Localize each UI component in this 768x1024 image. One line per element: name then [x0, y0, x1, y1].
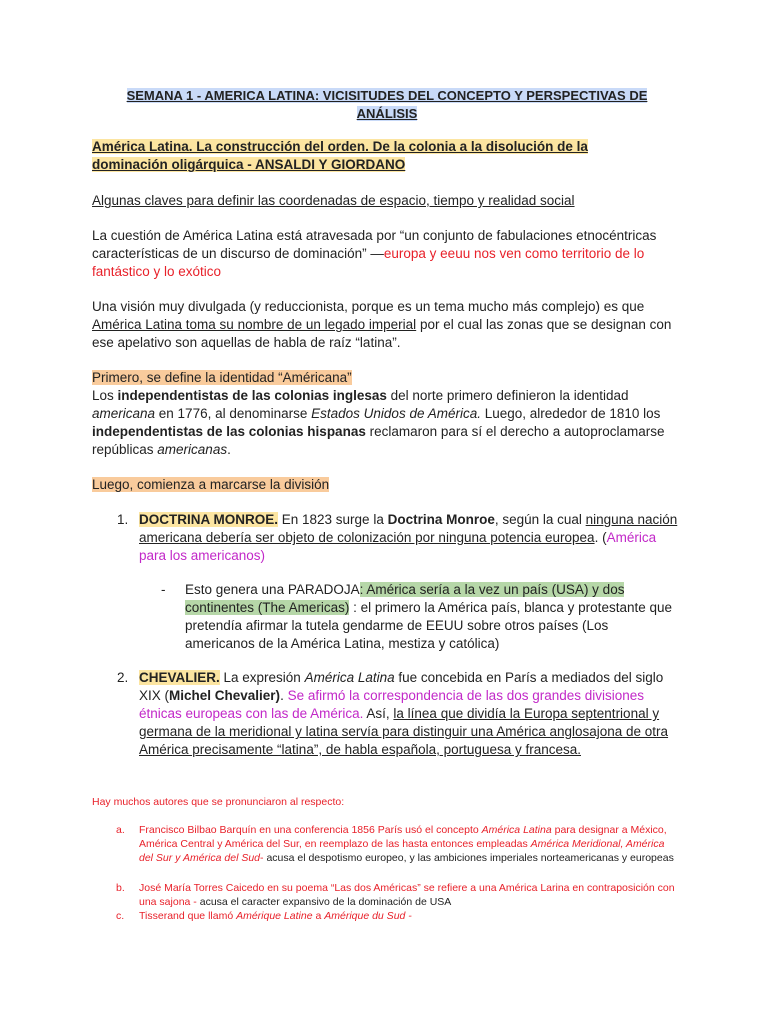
luego-heading: Luego, comienza a marcarse la división [92, 477, 330, 492]
paradoja-item: - Esto genera una PARADOJA: América sería a la vez un país (USA) y dos continentes (The Americas) : el primero la América país, blanca y protestante que pretendía afirmar la tutela gendarme de EEUU sobre otros países (Los americanos de la América Latina, mestiza y católica) [161, 582, 672, 651]
list-item-torres-caicedo: b. José María Torres Caicedo en su poema “Las dos Américas” se refiere a una América Larina en contraposición con una sajona - acusa el caracter expansivo de la dominación de USA [116, 882, 675, 908]
page-title: SEMANA 1 - AMERICA LATINA: VICISITUDES DEL CONCEPTO Y PERSPECTIVAS DE ANÁLISIS [126, 88, 648, 121]
list-item-chevalier: 2. CHEVALIER. La expresión América Latina fue concebida en París a mediados del siglo XIX (Michel Chevalier). Se afirmó la correspondencia de las dos grandes divisiones étnicas europeas con las de América. Así, la línea que dividía la Europa septentrional y germana de la meridional y latina servía para distinguir una América anglosajona de otra América precisamente “latina”, de habla española, portuguesa y francesa. [117, 670, 669, 757]
list-item-tisserand: c. Tisserand que llamó Amérique Latine a Amérique du Sud - [116, 910, 412, 922]
list-item-bilbao: a. Francisco Bilbao Barquín en una conferencia 1856 París usó el concepto América Latina para designar a México, América Central y América del Sur, en reemplazo de las hasta entonces empleadas América Meridional, América del Sur y América del Sud- acusa el despotismo europeo, y las ambiciones imperiales norteamericanas y europeas [116, 824, 674, 864]
autores-heading: Hay muchos autores que se pronunciaron al respecto: [92, 796, 345, 808]
reading-title: América Latina. La construcción del orden. De la colonia a la disolución de la dominación oligárquica - ANSALDI Y GIORDANO [92, 139, 588, 172]
list-item-monroe: 1. DOCTRINA MONROE. En 1823 surge la Doctrina Monroe, según la cual ninguna nación americana debería ser objeto de colonización por ninguna potencia europea. (América para los americanos) [117, 512, 678, 563]
primero-section: Primero, se define la identidad “Américana” Los independentistas de las colonias inglesas del norte primero definieron la identidad americana en 1776, al denominarse Estados Unidos de América. Luego, alrededor de 1810 los independentistas de las colonias hispanas reclamaron para sí el derecho a autoproclamarse repúblicas americanas. [92, 370, 665, 457]
primero-heading: Primero, se define la identidad “Américana” [92, 370, 352, 385]
claves-heading: Algunas claves para definir las coordenadas de espacio, tiempo y realidad social [92, 193, 575, 208]
paragraph-vision: Una visión muy divulgada (y reduccionista, porque es un tema mucho más complejo) es que América Latina toma su nombre de un legado imperial por el cual las zonas que se designan con ese apelativo son aquellas de habla de raíz “latina”. [92, 299, 672, 350]
paragraph-discurso: La cuestión de América Latina está atravesada por “un conjunto de fabulaciones etnocéntricas características de un discurso de dominación” —europa y eeuu nos ven como territorio de lo fantástico y lo exótico [92, 228, 657, 279]
